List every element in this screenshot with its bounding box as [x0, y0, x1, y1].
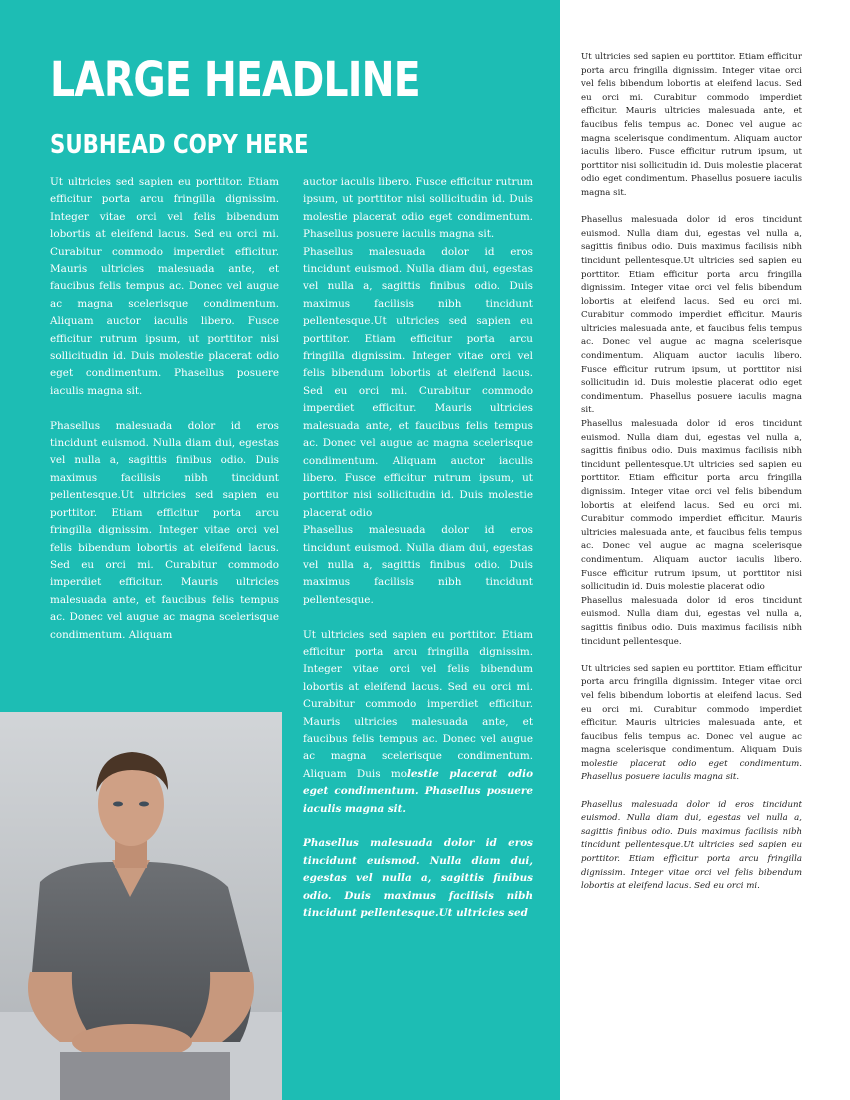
article-column-2: [303, 174, 533, 922]
column-3-paragraph-1: Ut ultricies sed sapien eu porttitor. Etiam efficitur porta arcu fringilla dignissim. Integer vitae orci vel felis bibendum lobortis at eleifend lacus. Sed eu orci mi. Curabitur commodo imperdiet efficitur. Mauris ultricies malesuada ante, et faucibus felis tempus ac. Donec vel augue ac magna scelerisque condimentum. Aliquam auctor iaculis libero. Fusce efficitur rutrum ipsum, ut porttitor nisi sollicitudin id. Duis molestie placerat odio eget condimentum. Phasellus posuere iaculis magna sit.: [581, 52, 802, 198]
column-3-paragraph-5-regular: Ut ultricies sed sapien eu porttitor. Etiam efficitur porta arcu fringilla dignissim. Integer vitae orci vel felis bibendum lobortis at eleifend lacus. Sed eu orci mi. Curabitur commodo imperdiet efficitur. Mauris ultricies malesuada ante, et faucibus felis tempus ac. Donec vel augue ac magna scelerisque condimentum. Aliquam Duis mo: [581, 663, 802, 769]
column-3-paragraph-4: Phasellus malesuada dolor id eros tincidunt euismod. Nulla diam dui, egestas vel nulla a, sagittis finibus odio. Duis maximus facilisis nibh tincidunt pellentesque.: [581, 595, 802, 647]
portrait-photo-icon: [0, 712, 282, 1100]
column-1-paragraph-2: Phasellus malesuada dolor id eros tincidunt euismod. Nulla diam dui, egestas vel nulla a, sagittis finibus odio. Duis maximus facilisis nibh tincidunt pellentesque.Ut ultricies sed sapien eu porttitor. Etiam efficitur porta arcu fringilla dignissim. Integer vitae orci vel felis bibendum lobortis at eleifend lacus. Sed eu orci mi. Curabitur commodo imperdiet efficitur. Mauris ultricies malesuada ante, et faucibus felis tempus ac. Donec vel augue ac magna scelerisque condimentum. Aliquam: [50, 419, 279, 641]
column-2-paragraph-4-regular: Ut ultricies sed sapien eu porttitor. Etiam efficitur porta arcu fringilla dignissim. Integer vitae orci vel felis bibendum lobortis at eleifend lacus. Sed eu orci mi. Curabitur commodo imperdiet efficitur. Mauris ultricies malesuada ante, et faucibus felis tempus ac. Donec vel augue ac magna scelerisque condimentum. Aliquam Duis mo: [303, 628, 533, 780]
page-headline: LARGE HEADLINE: [50, 52, 420, 108]
column-3-paragraph-5: [581, 663, 802, 785]
column-2-paragraph-5: Phasellus malesuada dolor id eros tincidunt euismod. Nulla diam dui, egestas vel nulla a, sagittis finibus odio. Duis maximus facilisis nibh tincidunt pellentesque.Ut ultricies sed: [303, 837, 533, 920]
column-2-paragraph-4-emphasis: lestie placerat odio eget condimentum. Phasellus posuere iaculis magna sit.: [303, 767, 533, 815]
column-3-paragraph-6: Phasellus malesuada dolor id eros tincidunt euismod. Nulla diam dui, egestas vel nulla a, sagittis finibus odio. Duis maximus facilisis nibh tincidunt pellentesque.Ut ultricies sed sapien eu porttitor. Etiam efficitur porta arcu fringilla dignissim. Integer vitae orci vel felis bibendum lobortis at eleifend lacus. Sed eu orci mi.: [581, 799, 802, 892]
column-2-paragraph-1: auctor iaculis libero. Fusce efficitur rutrum ipsum, ut porttitor nisi sollicitudin id. Duis molestie placerat odio eget condimentum. Phasellus posuere iaculis magna sit.: [303, 176, 533, 241]
column-3-paragraph-5-emphasis: lestie placerat odio eget condimentum. Phasellus posuere iaculis magna sit.: [581, 758, 802, 783]
column-1-paragraph-1: Ut ultricies sed sapien eu porttitor. Etiam efficitur porta arcu fringilla dignissim. Integer vitae orci vel felis bibendum lobortis at eleifend lacus. Sed eu orci mi. Curabitur commodo imperdiet efficitur. Mauris ultricies malesuada ante, et faucibus felis tempus ac. Donec vel augue ac magna scelerisque condimentum. Aliquam auctor iaculis libero. Fusce efficitur rutrum ipsum, ut porttitor nisi sollicitudin id. Duis molestie placerat odio eget condimentum. Phasellus posuere iaculis magna sit.: [50, 176, 279, 397]
portrait-photo: [0, 712, 282, 1100]
column-2-paragraph-3: Phasellus malesuada dolor id eros tincidunt euismod. Nulla diam dui, egestas vel nulla a, sagittis finibus odio. Duis maximus facilisis nibh tincidunt pellentesque.: [303, 524, 533, 606]
page-subhead: SUBHEAD COPY HERE: [50, 130, 309, 160]
column-2-paragraph-4: [303, 627, 533, 818]
article-column-3: [581, 51, 802, 894]
column-3-paragraph-2: Phasellus malesuada dolor id eros tincidunt euismod. Nulla diam dui, egestas vel nulla a, sagittis finibus odio. Duis maximus facilisis nibh tincidunt pellentesque.Ut ultricies sed sapien eu porttitor. Etiam efficitur porta arcu fringilla dignissim. Integer vitae orci vel felis bibendum lobortis at eleifend lacus. Sed eu orci mi. Curabitur commodo imperdiet efficitur. Mauris ultricies malesuada ante, et faucibus felis tempus ac. Donec vel augue ac magna scelerisque condimentum. Aliquam auctor iaculis libero. Fusce efficitur rutrum ipsum, ut porttitor nisi sollicitudin id. Duis molestie placerat odio eget condimentum. Phasellus posuere iaculis magna sit.: [581, 215, 802, 416]
column-3-paragraph-3: Phasellus malesuada dolor id eros tincidunt euismod. Nulla diam dui, egestas vel nulla a, sagittis finibus odio. Duis maximus facilisis nibh tincidunt pellentesque.Ut ultricies sed sapien eu porttitor. Etiam efficitur porta arcu fringilla dignissim. Integer vitae orci vel felis bibendum lobortis at eleifend lacus. Sed eu orci mi. Curabitur commodo imperdiet efficitur. Mauris ultricies malesuada ante, et faucibus felis tempus ac. Donec vel augue ac magna scelerisque condimentum. Aliquam auctor iaculis libero. Fusce efficitur rutrum ipsum, ut porttitor nisi sollicitudin id. Duis molestie placerat odio: [581, 419, 802, 593]
column-2-paragraph-2: Phasellus malesuada dolor id eros tincidunt euismod. Nulla diam dui, egestas vel nulla a, sagittis finibus odio. Duis maximus facilisis nibh tincidunt pellentesque.Ut ultricies sed sapien eu porttitor. Etiam efficitur porta arcu fringilla dignissim. Integer vitae orci vel felis bibendum lobortis at eleifend lacus. Sed eu orci mi. Curabitur commodo imperdiet efficitur. Mauris ultricies malesuada ante, et faucibus felis tempus ac. Donec vel augue ac magna scelerisque condimentum. Aliquam auctor iaculis libero. Fusce efficitur rutrum ipsum, ut porttitor nisi sollicitudin id. Duis molestie placerat odio: [303, 245, 533, 519]
article-column-1: [50, 174, 279, 644]
